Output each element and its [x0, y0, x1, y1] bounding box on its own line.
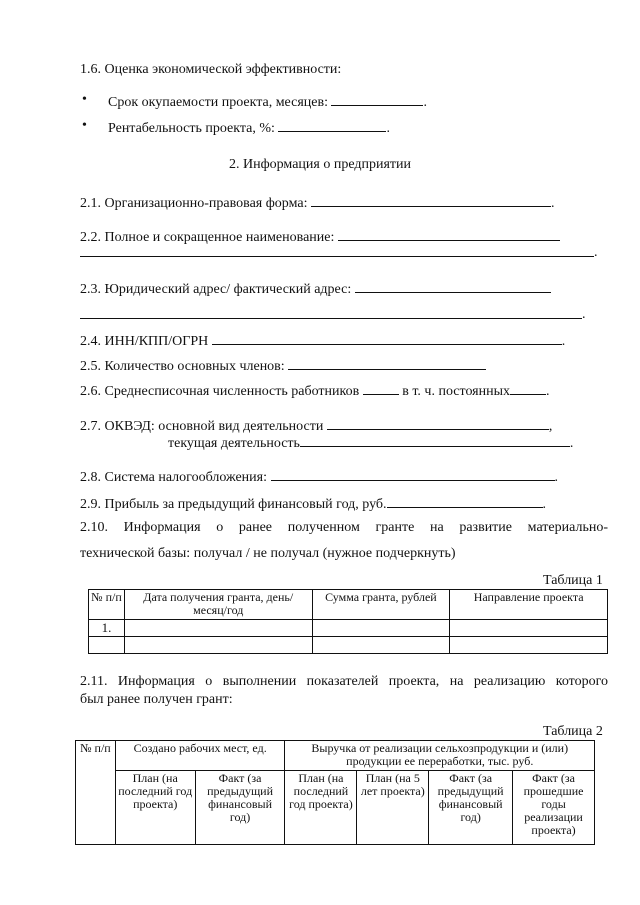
- table-header: № п/п: [89, 590, 125, 620]
- okved-main-blank[interactable]: [327, 416, 549, 430]
- members-count-blank[interactable]: [288, 356, 486, 370]
- okved-current-label: текущая деятельность: [168, 436, 300, 451]
- item-2-9: 2.9. Прибыль за предыдущий финансовый год, руб. .: [80, 494, 546, 513]
- tax-system-blank[interactable]: [271, 467, 555, 481]
- table-header: План (на последний год проекта): [115, 771, 195, 845]
- item-2-2: [80, 227, 560, 246]
- table-header: Создано рабочих мест, ед.: [115, 741, 285, 771]
- item-2-8: 2.8. Система налогообложения: .: [80, 467, 558, 486]
- item-2-6: 2.6. Среднесписочная численность работников в т. ч. постоянных .: [80, 381, 550, 400]
- inn-blank[interactable]: [212, 331, 562, 345]
- table-header: План (на 5 лет проекта): [357, 771, 429, 845]
- headcount-label: 2.6. Среднесписочная численность работников: [80, 384, 363, 399]
- table-cell[interactable]: [450, 637, 608, 654]
- grant-table: [88, 589, 608, 654]
- full-name-label: 2.2. Полное и сокращенное наименование:: [80, 230, 338, 245]
- table-header: Выручка от реализации сельхозпродукции и (или) продукции ее переработки, тыс. руб.: [285, 741, 595, 771]
- table-header: Сумма гранта, рублей: [312, 590, 450, 620]
- profit-blank[interactable]: [387, 494, 543, 508]
- item-2-7-current: текущая деятельность .: [168, 433, 573, 452]
- headcount-blank[interactable]: [363, 381, 399, 395]
- bullet-icon: •: [82, 92, 87, 107]
- full-name-blank[interactable]: [338, 227, 560, 241]
- table-cell[interactable]: [124, 620, 312, 637]
- section-1-6-heading: 1.6. Оценка экономической эффективности:: [80, 62, 342, 77]
- full-name-blank-line2[interactable]: [80, 256, 594, 257]
- table-1-caption: Таблица 1: [543, 573, 603, 588]
- tax-system-label: 2.8. Система налогообложения:: [80, 470, 271, 485]
- table-cell[interactable]: [124, 637, 312, 654]
- item-2-1: 2.1. Организационно-правовая форма: .: [80, 193, 554, 212]
- address-blank[interactable]: [355, 279, 551, 293]
- profitability-label: Рентабельность проекта, %:: [108, 121, 279, 136]
- table-cell[interactable]: [89, 637, 125, 654]
- item-2-11-line1: 2.11. Информация о выполнении показателей проекта, на реализацию которого: [80, 674, 608, 689]
- profit-label: 2.9. Прибыль за предыдущий финансовый год, руб.: [80, 497, 387, 512]
- section-2-title: 2. Информация о предприятии: [228, 157, 412, 172]
- indicators-table: [75, 740, 595, 845]
- profitability-blank[interactable]: [278, 118, 386, 132]
- legal-form-blank[interactable]: [311, 193, 551, 207]
- table-row: [89, 620, 608, 637]
- table-header: Факт (за предыдущий финансовый год): [195, 771, 285, 845]
- address-label: 2.3. Юридический адрес/ фактический адрес:: [80, 282, 355, 297]
- bullet-icon: •: [82, 118, 87, 133]
- table-cell[interactable]: [450, 620, 608, 637]
- table-cell: 1.: [89, 620, 125, 637]
- table-header: Факт (за предыдущий финансовый год): [429, 771, 513, 845]
- table-header: План (на последний год проекта): [285, 771, 357, 845]
- table-cell[interactable]: [312, 637, 450, 654]
- okved-main-label: 2.7. ОКВЭД: основной вид деятельности: [80, 419, 327, 434]
- payback-period-label: Срок окупаемости проекта, месяцев:: [108, 95, 332, 110]
- item-2-5: [80, 356, 486, 375]
- item-2-10-line2: технической базы: получал / не получал (нужное подчеркнуть): [80, 546, 456, 561]
- table-header: Факт (за прошедшие годы реализации проекта): [513, 771, 595, 845]
- table-2-caption: Таблица 2: [543, 724, 603, 739]
- okved-current-blank[interactable]: [300, 433, 570, 447]
- payback-period-blank[interactable]: [331, 92, 423, 106]
- item-2-7: 2.7. ОКВЭД: основной вид деятельности ,: [80, 416, 552, 435]
- members-count-label: 2.5. Количество основных членов:: [80, 359, 289, 374]
- table-header: Направление проекта: [450, 590, 608, 620]
- payback-period-field: Срок окупаемости проекта, месяцев: .: [108, 92, 427, 111]
- profitability-field: Рентабельность проекта, %: .: [108, 118, 390, 137]
- permanent-label: в т. ч. постоянных: [398, 384, 511, 399]
- item-2-3: [80, 279, 551, 298]
- legal-form-label: 2.1. Организационно-правовая форма:: [80, 196, 311, 211]
- item-2-11-line2: был ранее получен грант:: [80, 692, 233, 707]
- table-cell[interactable]: [312, 620, 450, 637]
- table-header: Дата получения гранта, день/месяц/год: [124, 590, 312, 620]
- item-2-10-line1: 2.10. Информация о ранее полученном гранте на развитие материально-: [80, 520, 608, 535]
- table-row: [89, 637, 608, 654]
- permanent-blank[interactable]: [510, 381, 546, 395]
- item-2-4: 2.4. ИНН/КПП/ОГРН .: [80, 331, 565, 350]
- table-header: № п/п: [76, 741, 116, 845]
- inn-label: 2.4. ИНН/КПП/ОГРН: [80, 334, 212, 349]
- address-blank-line2[interactable]: [80, 318, 582, 319]
